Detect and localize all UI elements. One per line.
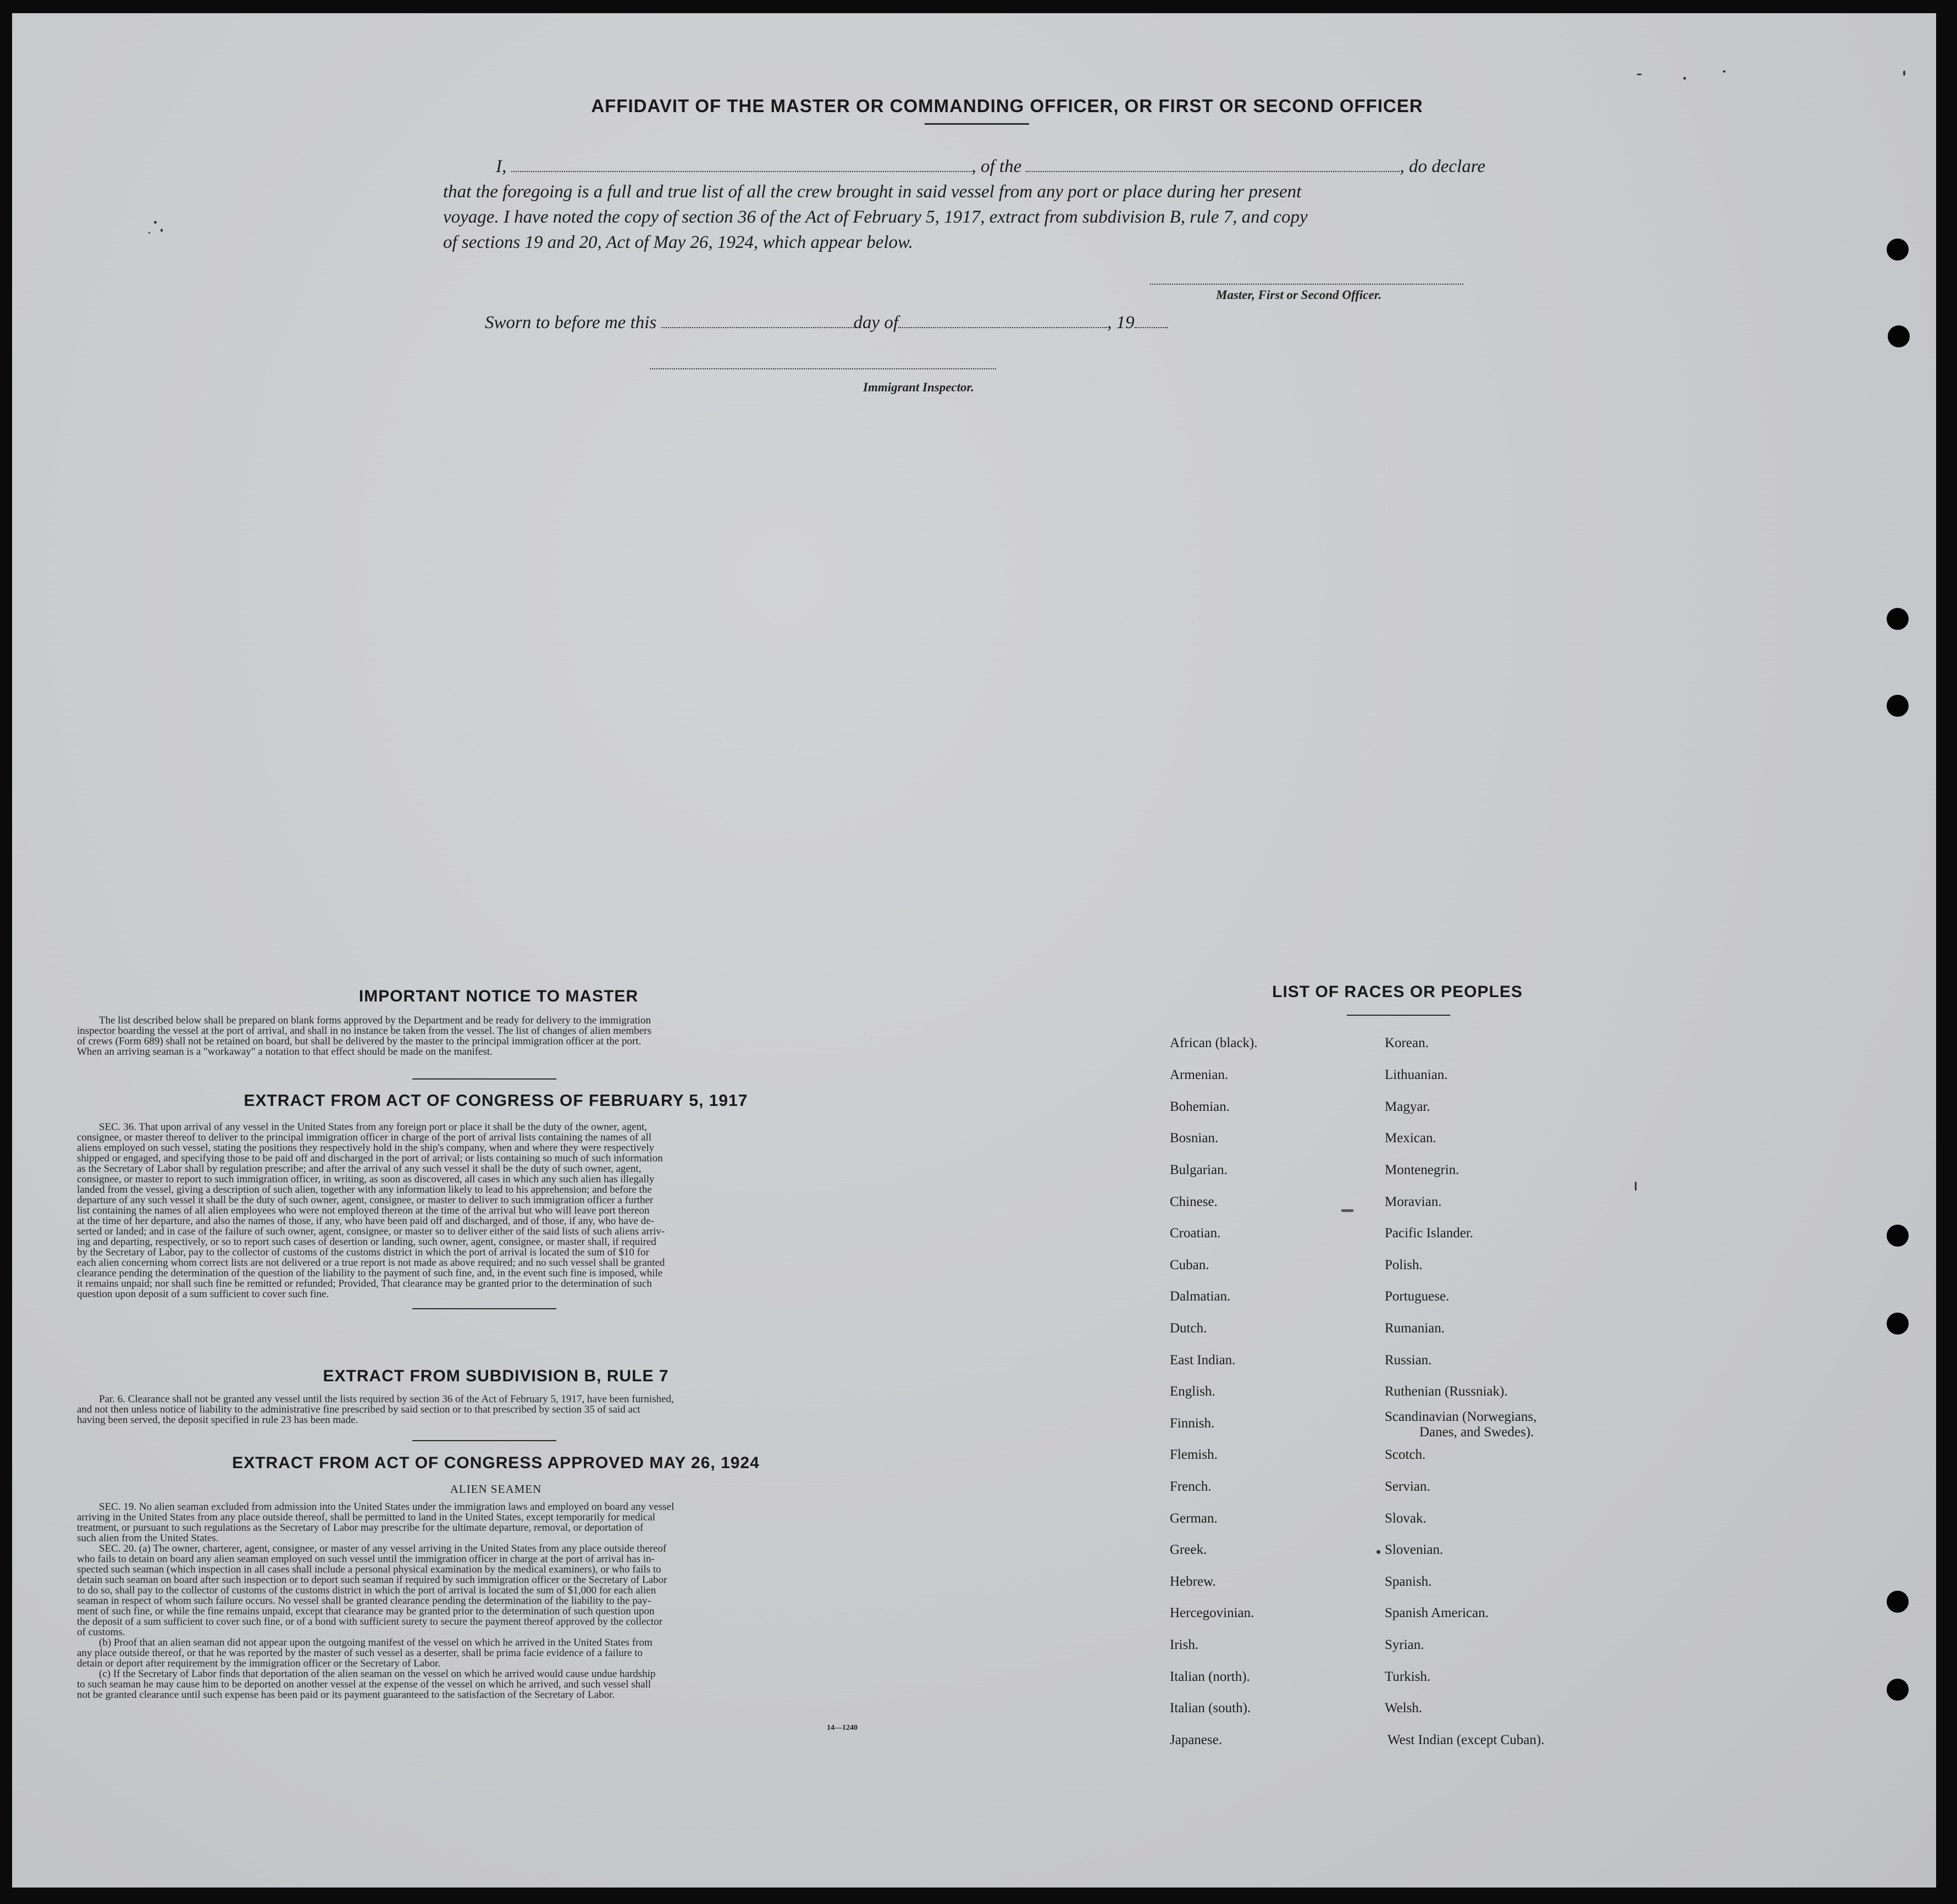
extract-1917-line: landed from the vessel, giving a description of such alien, together with any information likely to lead to his apprehension; and before the <box>77 1184 652 1195</box>
extract-1924-line: ment of such fine, or while the fine remains unpaid, except that clearance may be granted prior to the determination of such question upon <box>77 1606 655 1617</box>
do-declare-label: , do declare <box>1400 157 1485 176</box>
extract-1924-line: detain such seaman on board after such inspection or to deport such seaman if required by such immigration officer or the Secretary of Labor <box>77 1574 667 1586</box>
extract-1924-line: (c) If the Secretary of Labor finds that deportation of the alien seaman on the vessel on which he arrived would cause undue hardship <box>99 1668 656 1680</box>
race-item: Polish. <box>1385 1258 1423 1272</box>
race-item: Russian. <box>1385 1353 1432 1368</box>
speck-mark <box>1683 77 1686 80</box>
divider <box>412 1440 556 1441</box>
speck-mark <box>154 221 157 224</box>
extract-1917-line: each alien concerning whom correct lists are not delivered or a true report is not made as above required; and no such vessel shall be granted <box>77 1257 665 1269</box>
extract-1917-line: consignee, or master thereof to deliver to the principal immigration officer in charge of the port of arrival lists containing the names of all <box>77 1132 652 1143</box>
title-rule <box>925 123 1029 125</box>
extract-1924-line: of customs. <box>77 1626 125 1638</box>
extract-1924-line: to do so, shall pay to the collector of customs of the customs district in which the port of arrival is located the sum of $1,000 for each alien <box>77 1585 656 1596</box>
speck-mark <box>1723 70 1726 73</box>
extract-rule7-line: Par. 6. Clearance shall not be granted any vessel until the lists required by section 36 of the Act of February 5, 1917, have been furnished, <box>99 1393 674 1405</box>
race-item: English. <box>1170 1384 1215 1399</box>
extract-1924-line: arriving in the United States from any place outside thereof, shall be permitted to land in the United States, except temporarily for medical <box>77 1512 656 1523</box>
extract-1924-title: EXTRACT FROM ACT OF CONGRESS APPROVED MAY 26, 1924 <box>232 1454 760 1472</box>
inspector-signature-line[interactable] <box>650 368 996 369</box>
sworn-label: Sworn to before me this <box>485 313 657 333</box>
of-the-label: , of the <box>971 157 1022 176</box>
race-item: West Indian (except Cuban). <box>1387 1733 1545 1747</box>
extract-1917-line: it remains unpaid; nor shall such fine be remitted or refunded; Provided, That clearance may be granted prior to the determination of such <box>77 1278 652 1289</box>
extract-1917-line: at the time of her departure, and also the names of those, if any, who have been paid off and discharged, and of those, if any, who have de- <box>77 1215 654 1227</box>
sworn-month-blank[interactable] <box>898 314 1107 328</box>
extract-1917-body <box>77 1122 908 1299</box>
race-item: Italian (north). <box>1170 1669 1250 1684</box>
race-item: Montenegrin. <box>1385 1163 1460 1177</box>
races-rule <box>1347 1015 1450 1016</box>
extract-1924-line: (b) Proof that an alien seaman did not appear upon the outgoing manifest of the vessel on which he arrived in the United States from <box>99 1637 653 1648</box>
document-page <box>12 13 1936 1888</box>
race-item: Flemish. <box>1170 1447 1218 1462</box>
inspector-label: Immigrant Inspector. <box>863 380 974 394</box>
notice-body <box>77 1015 908 1057</box>
race-item: Lithuanian. <box>1385 1067 1448 1082</box>
race-item: Korean. <box>1385 1036 1429 1050</box>
race-item: Croatian. <box>1170 1226 1221 1241</box>
extract-1917-line: SEC. 36. That upon arrival of any vessel in the United States from any foreign port or place it shall be the duty of the owner, agent, <box>99 1121 648 1133</box>
race-item: Hebrew. <box>1170 1574 1216 1589</box>
speck-mark <box>1903 70 1905 76</box>
race-item: Servian. <box>1385 1479 1430 1494</box>
race-item: African (black). <box>1170 1036 1258 1050</box>
race-item: Bulgarian. <box>1170 1163 1228 1177</box>
race-item: Portuguese. <box>1385 1289 1450 1304</box>
race-item: Scandinavian (Norwegians, <box>1385 1409 1537 1424</box>
race-item: Spanish. <box>1385 1574 1432 1589</box>
speck-mark <box>148 232 150 234</box>
speck-mark <box>161 229 163 232</box>
notice-line: The list described below shall be prepared on blank forms approved by the Department and be ready for delivery to the immigration <box>99 1015 651 1026</box>
speck-mark <box>1376 1550 1380 1554</box>
day-of-label: day of <box>853 313 899 333</box>
sworn-year-blank[interactable] <box>1135 314 1168 328</box>
race-item: Rumanian. <box>1385 1321 1445 1336</box>
master-signature-label: Master, First or Second Officer. <box>1216 288 1382 302</box>
punch-hole <box>1887 1591 1909 1613</box>
extract-1924-line: any place outside thereof, or that he was reported by the master of such vessel as a deserter, shall be prima facie evidence of a failure to <box>77 1647 643 1659</box>
extract-1924-line: SEC. 20. (a) The owner, charterer, agent, consignee, or master of any vessel arriving in the United States from any place outside thereof <box>99 1543 667 1554</box>
punch-hole <box>1888 325 1910 347</box>
extract-1917-line: clearance pending the determination of the question of the liability to the payment of such fine, and, in the event such fine is imposed, while <box>77 1268 663 1279</box>
notice-line: inspector boarding the vessel at the port of arrival, and shall in no instance be taken from the vessel. The list of changes of alien members <box>77 1025 651 1037</box>
punch-hole <box>1887 1225 1909 1247</box>
race-item: Scotch. <box>1385 1447 1426 1462</box>
extract-rule7-line: and not then unless notice of liability to the administrative fine prescribed by said section or to that prescribed by section 35 of said act <box>77 1404 640 1415</box>
race-item: Dutch. <box>1170 1321 1207 1336</box>
extract-rule7-line: having been served, the deposit specified in rule 23 has been made. <box>77 1414 358 1426</box>
extract-1924-line: the deposit of a sum sufficient to cover such fine, or of a bond with sufficient surety to secure the payment thereof approved by the collector <box>77 1616 663 1628</box>
punch-hole <box>1887 239 1909 261</box>
extract-1924-line: who fails to detain on board any alien seaman employed on such vessel until the immigration officer in charge at the port of arrival has in- <box>77 1553 655 1565</box>
extract-1917-line: aliens employed on such vessel, stating the positions they respectively hold in the ship's company, when and where they were respectively <box>77 1142 655 1154</box>
race-item: Irish. <box>1170 1637 1199 1652</box>
punch-hole <box>1887 1679 1909 1701</box>
extract-rule7-body <box>77 1394 908 1425</box>
race-item: Syrian. <box>1385 1637 1424 1652</box>
notice-line: of crews (Form 689) shall not be retained on board, but shall be delivered by the master to the principal immigration officer at the port. <box>77 1036 642 1047</box>
race-item: Turkish. <box>1385 1669 1431 1684</box>
race-item: Magyar. <box>1385 1099 1430 1114</box>
master-signature-line[interactable] <box>1150 284 1463 285</box>
race-item: Pacific Islander. <box>1385 1226 1474 1241</box>
vessel-blank[interactable] <box>1026 158 1400 172</box>
race-item-continued: Danes, and Swedes). <box>1419 1425 1534 1440</box>
extract-1924-body <box>77 1502 908 1700</box>
extract-1917-line: consignee, or master to report to such immigration officer, in writing, as soon as discovered, all cases in which any such alien has illegally <box>77 1174 655 1185</box>
speck-mark <box>1635 1182 1637 1191</box>
declaration-line-3: voyage. I have noted the copy of section 36 of the Act of February 5, 1917, extract from subdivision B, rule 7, and copy <box>443 207 1308 227</box>
declaration-line-1 <box>443 154 1515 179</box>
race-item: Ruthenian (Russniak). <box>1385 1384 1508 1399</box>
extract-1917-line: shipped or engaged, and specifying those to be paid off and discharged in the port of arrival; or lists containing so much of such information <box>77 1153 663 1164</box>
extract-1924-line: seaman in respect of whom such failure occurs. No vessel shall be granted clearance pending the determination of the liability to the pay- <box>77 1595 651 1607</box>
extract-1917-title: EXTRACT FROM ACT OF CONGRESS OF FEBRUARY 5, 1917 <box>244 1092 748 1110</box>
race-item: East Indian. <box>1170 1353 1236 1368</box>
race-item: German. <box>1170 1511 1218 1526</box>
notice-title: IMPORTANT NOTICE TO MASTER <box>358 987 639 1005</box>
extract-1917-line: question upon deposit of a sum sufficient to cover such fine. <box>77 1288 329 1300</box>
extract-1924-line: such alien from the United States. <box>77 1532 219 1544</box>
declaration-line-2: that the foregoing is a full and true list of all the crew brought in said vessel from any port or place during her present <box>443 182 1302 202</box>
extract-1917-line: by the Secretary of Labor, pay to the collector of customs of the customs district in which the port of arrival is located the sum of $10 for <box>77 1247 649 1258</box>
race-item: Japanese. <box>1170 1733 1223 1747</box>
race-item: Slovak. <box>1385 1511 1427 1526</box>
divider <box>412 1078 556 1080</box>
race-item: Chinese. <box>1170 1194 1218 1209</box>
declaration-line-4: of sections 19 and 20, Act of May 26, 1924, which appear below. <box>443 233 913 252</box>
races-title: LIST OF RACES OR PEOPLES <box>1272 983 1523 1001</box>
speck-mark <box>1341 1209 1353 1212</box>
race-item: Armenian. <box>1170 1067 1229 1082</box>
notice-line: When an arriving seaman is a "workaway" a notation to that effect should be made on the manifest. <box>77 1046 493 1058</box>
race-item: Italian (south). <box>1170 1701 1251 1715</box>
race-item: Welsh. <box>1385 1701 1423 1715</box>
race-item: Spanish American. <box>1385 1606 1489 1620</box>
year-prefix: , 19 <box>1107 313 1135 333</box>
divider <box>412 1308 556 1309</box>
extract-1917-line: serted or landed; and in case of the failure of such owner, agent, consignee, or master so to deliver either of the said lists of such aliens arriv- <box>77 1226 665 1237</box>
punch-hole <box>1887 1313 1909 1335</box>
extract-rule7-title: EXTRACT FROM SUBDIVISION B, RULE 7 <box>323 1367 669 1385</box>
race-item: Slovenian. <box>1385 1542 1444 1557</box>
affidavit-title: AFFIDAVIT OF THE MASTER OR COMMANDING OFFICER, OR FIRST OR SECOND OFFICER <box>591 96 1423 116</box>
name-blank[interactable] <box>511 158 972 172</box>
punch-hole <box>1887 608 1909 630</box>
race-item: Bohemian. <box>1170 1099 1230 1114</box>
sworn-line <box>485 310 1254 335</box>
punch-hole <box>1887 695 1909 717</box>
extract-1924-line: detain or deport after requirement by the immigration officer or the Secretary of Labor. <box>77 1658 441 1669</box>
sworn-day-blank[interactable] <box>661 314 854 328</box>
extract-1924-line: spected such seaman (which inspection in all cases shall include a personal physical examination by the medical examiners), or who fails to <box>77 1564 661 1575</box>
race-item: Bosnian. <box>1170 1131 1219 1145</box>
alien-seamen-subtitle: ALIEN SEAMEN <box>450 1482 542 1496</box>
form-number: 14—1240 <box>827 1724 858 1732</box>
extract-1924-line: to such seaman he may cause him to be deported on another vessel at the expense of the vessel on which he arrived, and such vessel shall <box>77 1679 651 1690</box>
i-label: I, <box>496 157 507 176</box>
race-item: Dalmatian. <box>1170 1289 1231 1304</box>
race-item: Hercegovinian. <box>1170 1606 1254 1620</box>
race-item: French. <box>1170 1479 1212 1494</box>
race-item: Greek. <box>1170 1542 1207 1557</box>
speck-mark <box>1637 74 1642 75</box>
extract-1924-line: SEC. 19. No alien seaman excluded from admission into the United States under the immigration laws and employed on board any vessel <box>99 1501 675 1513</box>
extract-1924-line: treatment, or pursuant to such regulations as the Secretary of Labor may prescribe for the ultimate departure, removal, or deportation of <box>77 1522 644 1534</box>
extract-1917-line: list containing the names of all alien employees who were not employed thereon at the time of the arrival but who will leave port thereon <box>77 1205 650 1216</box>
race-item: Cuban. <box>1170 1258 1209 1272</box>
race-item: Finnish. <box>1170 1416 1215 1431</box>
extract-1924-line: not be granted clearance until such expense has been paid or its payment guaranteed to the satisfaction of the Secretary of Labor. <box>77 1689 615 1701</box>
extract-1917-line: ing and departing, respectively, or so to report such cases of desertion or landing, such owner, agent, consignee, or master shall, if required <box>77 1236 656 1248</box>
extract-1917-line: as the Secretary of Labor shall by regulation prescribe; and after the arrival of any such vessel it shall be the duty of such owner, agent, <box>77 1163 642 1175</box>
extract-1917-line: departure of any such vessel it shall be the duty of such owner, agent, consignee, or master to deliver to such immigration officer a further <box>77 1194 654 1206</box>
race-item: Mexican. <box>1385 1131 1436 1145</box>
race-item: Moravian. <box>1385 1194 1442 1209</box>
